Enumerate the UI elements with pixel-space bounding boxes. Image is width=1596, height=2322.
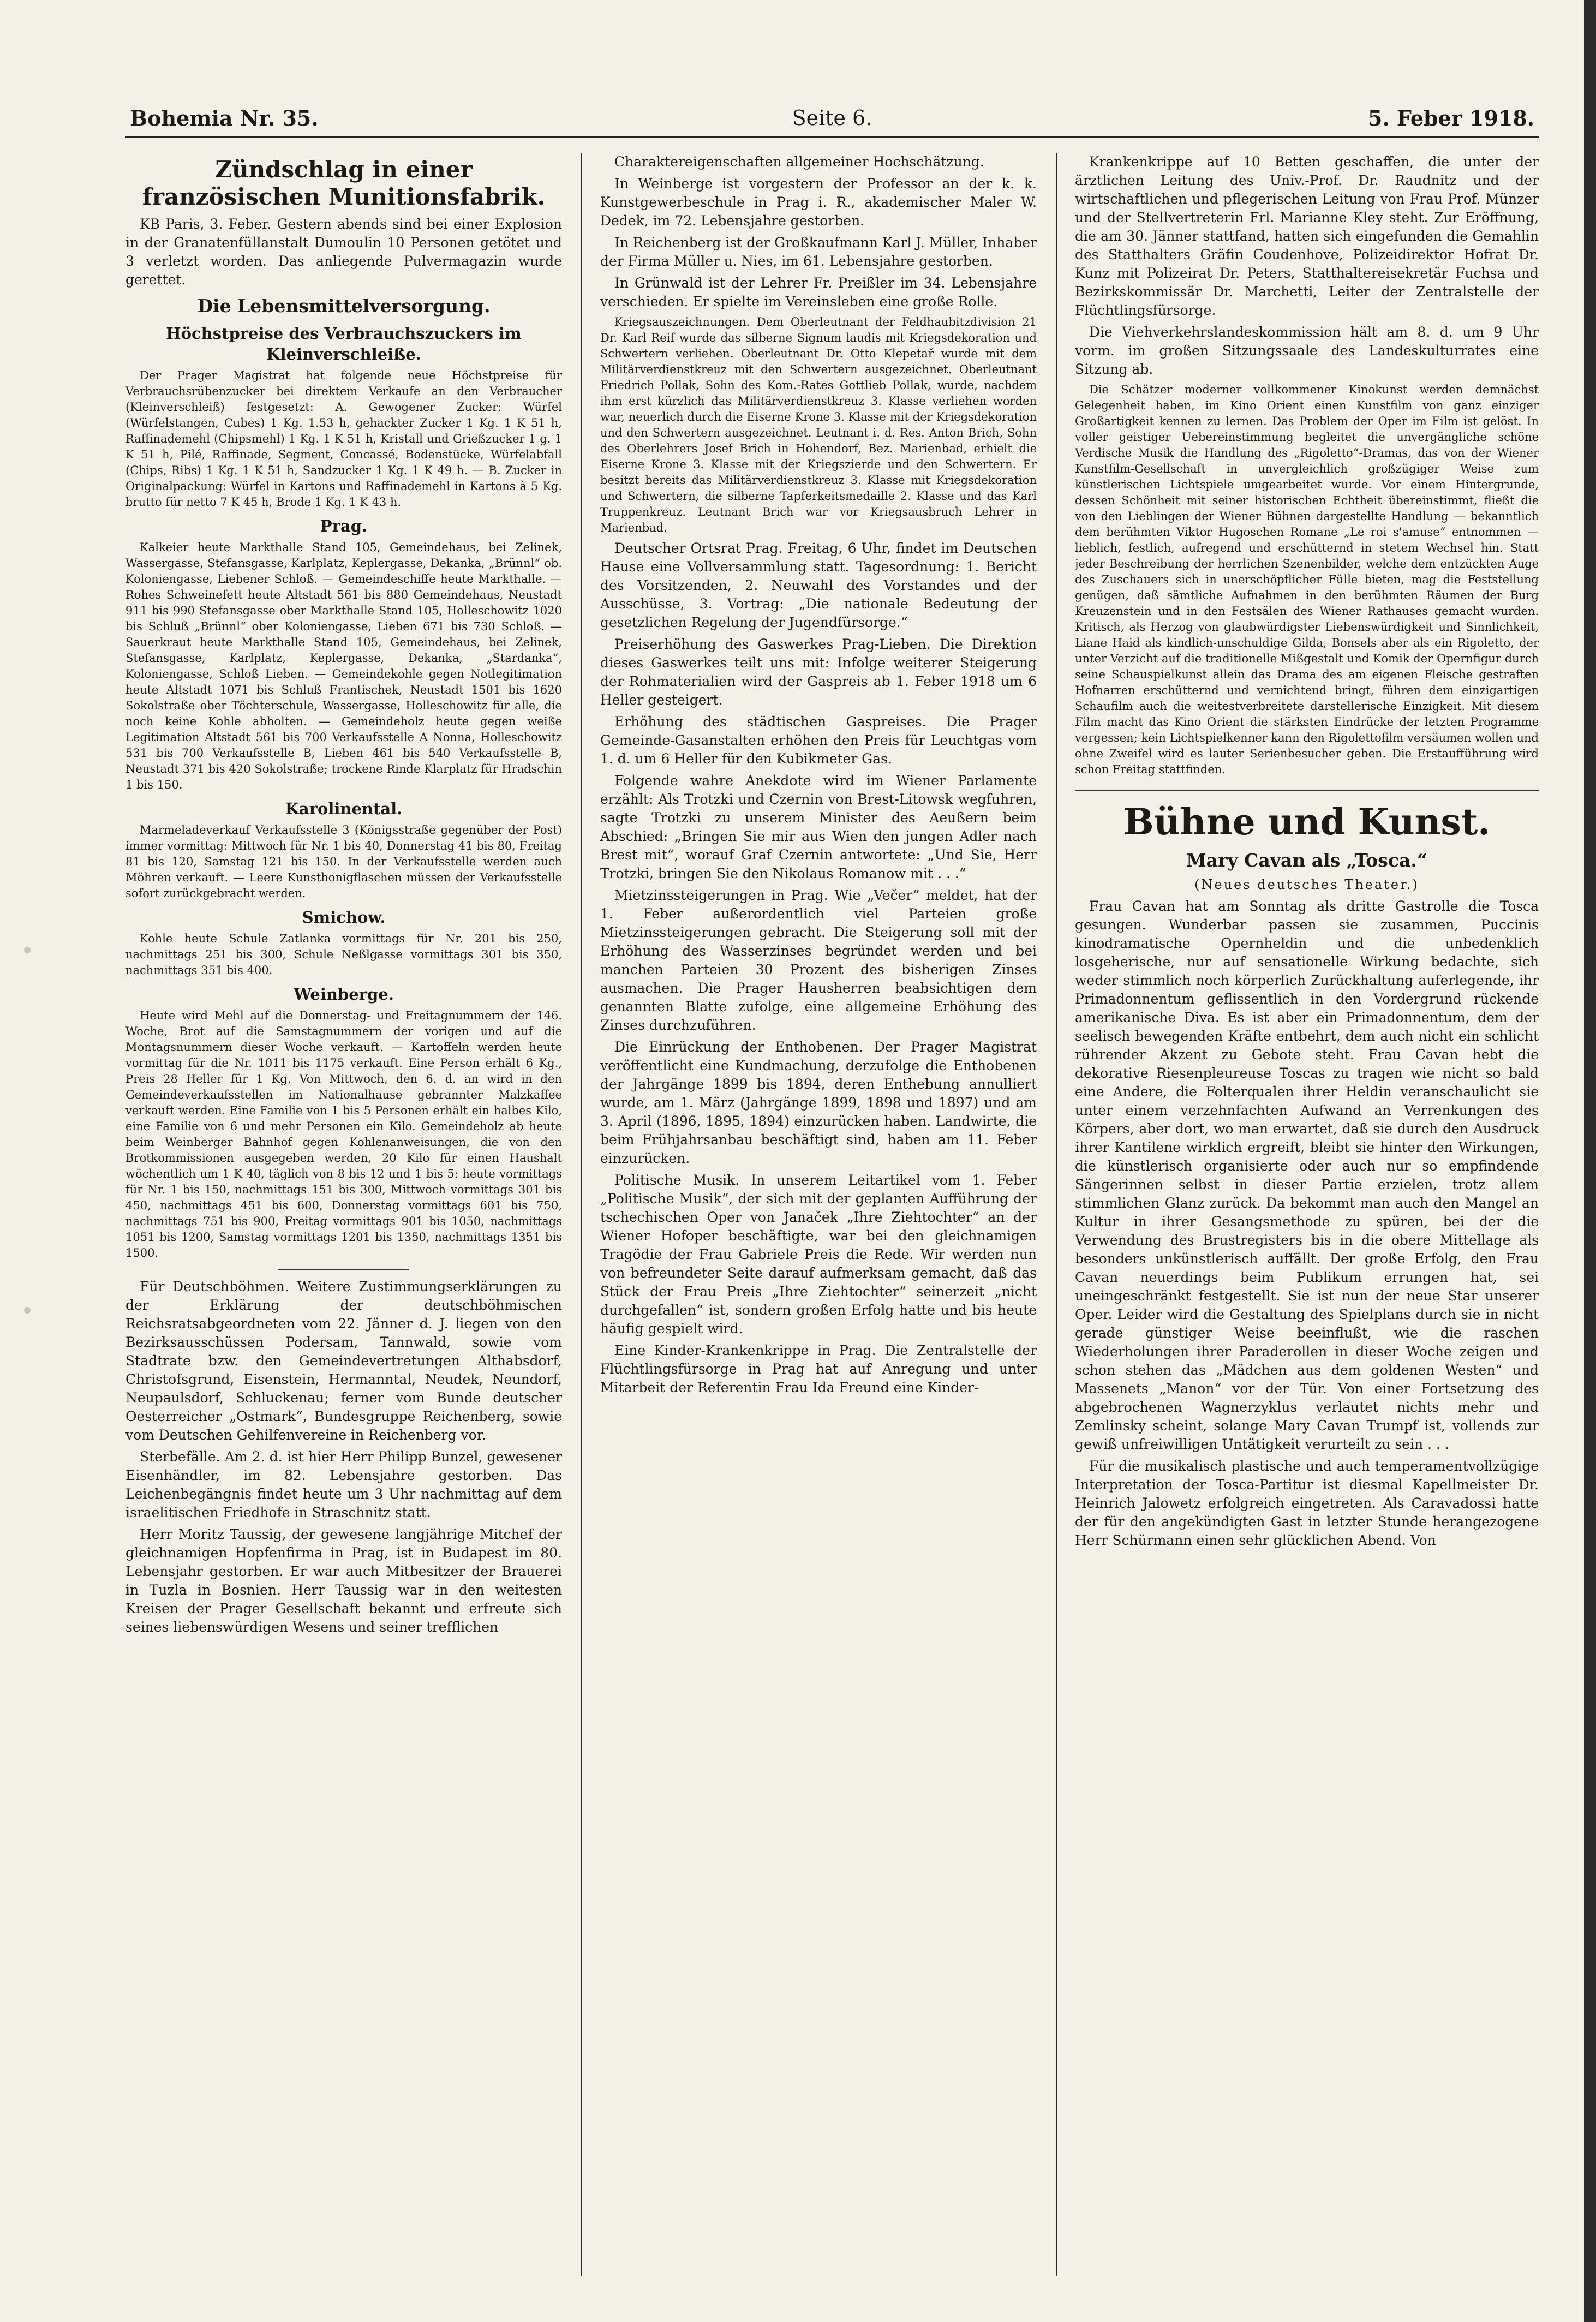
binding-hole [24, 1307, 31, 1314]
article-paragraph: Frau Cavan hat am Sonntag als dritte Gastrolle die Tosca gesungen. Wunderbar passen sie zusammen, Puccinis kinodramatische Opernheldin und die unbedenklich losgeherische, nur auf sensationelle Wirkung bedachte, sich weder stimmlich noch körperlich Zurückhaltung auferlegende, ihr Primadonnentum geflissentlich in den Vordergrund rückende amerikanische Diva. Es ist aber ein Primadonnentum, dem der seelisch bewegenden Kräfte entbehrt, dem auch nicht ein schlicht rührender Akzent zu Gebote steht. Frau Cavan hebt die dekorative Riesenpleureuse Toscas zu tragen wie nicht so bald eine Andere, die Folterqualen ihrer Heldin veranschaulicht sie unter einem verzehnfachten Aufwand an Verrenkungen des Körpers, aber dort, wo man erwartet, daß sie durch den Ausdruck ihrer Kantilene wirklich ergreift, bleibt sie hinter den Wirkungen, die künstlerisch organisierte oder auch nur so empfindende Sängerinnen selbst in dieser Partie erzielen, trotz allem stimmlichen Glanz zurück. Da bekommt man auch den Mangel an Kultur in ihrer Gesangsmethode zu spüren, bei der die Verwendung des Brustregisters bis in die obere Mittellage als besonders unkünstlerisch auffällt. Der große Erfolg, den Frau Cavan neuerdings beim Publikum errungen hat, sei uneingeschränkt festgestellt. Sie ist nun der neue Star unserer Oper. Leider wird die Gestaltung des Spielplans durch sie in nicht gerade günstiger Weise beeinflußt, wie die raschen Wiederholungen ihrer Paraderollen in dieser Woche zeigen und schon stehen das „Mädchen aus dem goldenen Westen“ und Massenets „Manon“ vor der Tür. Von einer Fortsetzung des abgebrochenen Wagnerzyklus verlautet nichts mehr und Zemlinsky scheint, solange Mary Cavan Trumpf ist, vollends zur gewiß unfreiwilligen Untätigkeit verurteilt zu sein . . . [1075, 898, 1539, 1452]
headline: Zündschlag in einer französischen Munitionsfabrik. [142, 156, 546, 210]
article-paragraph: Die Viehverkehrslandeskommission hält am 8. d. um 9 Uhr vorm. im großen Sitzungssaale des Landeskulturrates eine Sitzung ab. [1075, 324, 1539, 377]
article-paragraph: Mietzinssteigerungen in Prag. Wie „Večer“ meldet, hat der 1. Feber außerordentlich viel Parteien große Mietzinssteigerungen gebracht. Die Steigerung soll mit der Erhöhung des Wasserzinses begründet werden und bei manchen Parteien 30 Prozent des bisherigen Zinses ausmachen. Die Prager Hausherren beabsichtigen dem genannten Blatte zufolge, eine allgemeine Erhöhung des Zinses durchzuführen. [600, 887, 1037, 1033]
section-heading: Mary Cavan als „Tosca.“ [1186, 850, 1427, 871]
subheading: Prag. [320, 517, 368, 535]
article-paragraph: Krankenkrippe auf 10 Betten geschaffen, die unter der ärztlichen Leitung des Univ.-Prof. Dr. Raudnitz und der wirtschaftlichen und pflegerischen Leitung von Frau Prof. Münzer und der Stellvertreterin Frl. Marianne Kley steht. Zur Eröffnung, die am 30. Jänner stattfand, hatten sich eingefunden die Gemahlin des Statthalters Gräfin Coudenhove, Polizeidirektor Hofrat Dr. Kunz mit Polizeirat Dr. Peters, Statthaltereisekretär Fuchsa und Bezirkskommissär Dr. Marchetti, Leiter der Zentralstelle der Flüchtlingsfürsorge. [1075, 154, 1539, 318]
notice-paragraph: Die Schätzer moderner vollkommener Kinokunst werden demnächst Gelegenheit haben, im Kino Orient einen Kunstfilm von ganz einziger Großartigkeit kennen zu lernen. Das Problem der Oper im Film ist gelöst. In voller geistiger Uebereinstimmung begleitet die unvergängliche schöne Verdische Musik die Handlung des „Rigoletto“-Dramas, das von der Wiener Kunstfilm-Gesellschaft in unvergleichlich großzügiger Weise zum künstlerischen Lichtspiele umgearbeitet wurde. Vor einem Hintergrunde, dessen Schönheit mit seiner historischen Echtheit übereinstimmt, fließt die von den Lieblingen der Wiener Bühnen dargestellte Handlung — bekanntlich dem berühmten Viktor Hugoschen Romane „Le roi s'amuse“ entnommen — lieblich, festlich, aufregend und erschütternd in stetem Wechsel hin. Statt jeder Beschreibung der herrlichen Szenenbilder, welche dem entzückten Auge des Zuschauers sich in unerschöpflicher Fülle bieten, mag die Feststellung genügen, daß sämtliche Aufnahmen in den berühmten Räumen der Burg Kreuzenstein und in den Festsälen des Wiener Rathauses gemacht wurden. Kritisch, als Herzog von glaubwürdigster Liebenswürdigkeit und Sinnlichkeit, Liane Haid als kindlich-unschuldige Gilda, Bonsels aber als ein Rigoletto, der unter Verzicht auf die traditionelle Mißgestalt und Komik der Opernfigur durch seine Schauspielkunst allein das Drama des am eigenen Fleische gestraften Hofnarren erschütternd und vernichtend bringt, führen dem einzigartigen Schaufilm auch die weitestverbreitete darstellerische Einzigkeit. Mit diesem Film macht das Kino Orient die stärksten Eindrücke der letzten Programme vergessen; kein Lichtspielkenner kann den Rigolettofilm versäumen wollen und ohne Zweifel wird es lauter Serienbesucher geben. Die Erstaufführung wird schon Freitag stattfinden. [1075, 383, 1539, 776]
section-rule [278, 1269, 409, 1270]
notice-paragraph: Kohle heute Schule Zatlanka vormittags für Nr. 201 bis 250, nachmittags 251 bis 300, Schule Neßlgasse vormittags 301 bis 350, nachmittags 351 bis 400. [125, 932, 562, 977]
notice-paragraph: Der Prager Magistrat hat folgende neue Höchstpreise für Verbrauchsrübenzucker bei direktem Verkaufe an den Verbraucher (Kleinverschleiß) festgesetzt: A. Gewogener Zucker: Würfel (Würfelstangen, Cubes) 1 Kg. 1.53 h, gehackter Zucker 1 Kg. 1 K 51 h, Raffinademehl (Chipsmehl) 1 Kg. 1 K 51 h, Kristall und Grießzucker 1 g. 1 K 51 h, Pilé, Raffinade, Segment, Concassé, Bodenstücke, Würfelabfall (Chips, Ribs) 1 Kg. 1 K 51 h, Sandzucker 1 Kg. 1 K 49 h. — B. Zucker in Originalpackung: Würfel in Kartons und Raffinademehl in Kartons à 5 Kg. brutto für netto 7 K 45 h, Brode 1 Kg. 1 K 43 h. [125, 369, 562, 509]
column-divider [1056, 153, 1057, 2276]
page-edge-shadow [1584, 0, 1596, 2322]
issue-date: 5. Feber 1918. [1368, 106, 1534, 130]
article-paragraph: KB Paris, 3. Feber. Gestern abends sind bei einer Explosion in der Granatenfüllanstalt Dumoulin 10 Personen getötet und 3 verletzt worden. Das anliegende Pulvermagazin wurde gerettet. [125, 216, 562, 288]
column-middle [600, 153, 1037, 2276]
article-paragraph: Herr Moritz Taussig, der gewesene langjährige Mitchef der gleichnamigen Hopfenfirma in Prag, ist in Budapest im 80. Lebensjahr gestorben. Er war auch Mitbesitzer der Brauerei in Tuzla in Bosnien. Herr Taussig war in den weitesten Kreisen der Prager Gesellschaft bekannt und erfreute sich seines liebenswürdigen Wesens und seiner trefflichen [125, 1526, 562, 1635]
notice-paragraph: Kalkeier heute Markthalle Stand 105, Gemeindehaus, bei Zelinek, Wassergasse, Stefansgasse, Karlplatz, Keplergasse, Dekanka, „Brünnl“ ob. Koloniengasse, Liebener Schloß. — Gemeindeschiffe heute Markthalle. — Rohes Schweinefett heute Altstadt 561 bis 880 Gemeindehaus, Neustadt 911 bis 990 Stefansgasse ober Markthalle Stand 105, Holleschowitz 1020 bis Schluß „Brünnl“ ober Koloniengasse, Lieben 671 bis 730 Schloß. — Sauerkraut heute Markthalle Stand 105, Gemeindehaus, bei Zelinek, Stefansgasse, Karlplatz, Keplergasse, Dekanka, „Stardanka“, Koloniengasse, Schloß Lieben. — Gemeindekohle gegen Notlegitimation heute Altstadt 1071 bis Schluß Frantischek, Neustadt 1501 bis 1620 Sokolstraße ober Töchterschule, Wassergasse, Holleschowitz für alle, die noch keine Kohle abholten. — Gemeindeholz heute gegen weiße Legitimation Altstadt 561 bis 700 Verkaufsstelle A Nonna, Holleschowitz 531 bis 700 Verkaufsstelle B, Lieben 461 bis 540 Verkaufsstelle B, Neustadt 371 bis 420 Sokolstraße; trockene Rinde Klarplatz für Hradschin 1 bis 150. [125, 541, 562, 791]
page-header [125, 98, 1539, 138]
article-paragraph: Die Einrückung der Enthobenen. Der Prager Magistrat veröffentlicht eine Kundmachung, derzufolge die Enthobenen der Jahrgänge 1899 bis 1894, deren Enthebung annulliert wurde, am 1. März (Jahrgänge 1899, 1898 und 1897) und am 3. April (1896, 1895, 1894) einzurücken haben. Landwirte, die beim Frühjahrsanbau beschäftigt sind, haben am 11. Feber einzurücken. [600, 1039, 1037, 1166]
article-paragraph: Deutscher Ortsrat Prag. Freitag, 6 Uhr, findet im Deutschen Hause eine Vollversammlung statt. Tagesordnung: 1. Bericht des Vorsitzenden, 2. Neuwahl des Vorstandes und der Ausschüsse, 3. Vortrag: „Die nationale Bedeutung der gesetzlichen Regelung der Jugendfürsorge.“ [600, 540, 1037, 630]
article-paragraph: In Weinberge ist vorgestern der Professor an der k. k. Kunstgewerbeschule in Prag i. R., akademischer Maler W. Dedek, im 72. Lebensjahre gestorben. [600, 176, 1037, 229]
subheading: Karolinental. [285, 799, 403, 818]
column-divider [581, 153, 582, 2276]
article-paragraph: Erhöhung des städtischen Gaspreises. Die Prager Gemeinde-Gasanstalten erhöhen den Preis für Leuchtgas vom 1. d. um 6 Heller für den Kubikmeter Gas. [600, 714, 1037, 767]
subtitle: (Neues deutsches Theater.) [1194, 877, 1419, 892]
section-title: Bühne und Kunst. [1075, 790, 1539, 844]
section-heading: Die Lebensmittelversorgung. [197, 295, 491, 317]
article-paragraph: In Reichenberg ist der Großkaufmann Karl J. Müller, Inhaber der Firma Müller u. Nies, im 61. Lebensjahre gestorben. [600, 235, 1037, 269]
subheading: Weinberge. [294, 985, 394, 1004]
page-number: Seite 6. [792, 106, 872, 130]
article-paragraph: Sterbefälle. Am 2. d. ist hier Herr Philipp Bunzel, gewesener Eisenhändler, im 82. Lebensjahre gestorben. Das Leichenbegängnis findet heute um 3 Uhr nachmittag auf dem israelitischen Friedhofe in Straschnitz statt. [125, 1449, 562, 1520]
newspaper-page [125, 98, 1539, 2276]
article-paragraph: In Grünwald ist der Lehrer Fr. Preißler im 34. Lebensjahre verschieden. Er spielte im Vereinsleben eine große Rolle. [600, 275, 1037, 309]
article-paragraph: Für die musikalisch plastische und auch temperamentvollzügige Interpretation der Tosca-Partitur ist diesmal Kapellmeister Dr. Heinrich Jalowetz erfolgreich eingetreten. Als Caravadossi hatte der für den angekündigten Gast in letzter Stunde herangezogene Herr Schürmann einen sehr glücklichen Abend. Von [1075, 1458, 1539, 1548]
binding-hole [24, 947, 31, 953]
article-paragraph: Folgende wahre Anekdote wird im Wiener Parlamente erzählt: Als Trotzki und Czernin von Brest-Litowsk wegfuhren, sagte Trotzki zu unserem Minister des Aeußern beim Abschied: „Bringen Sie mir aus Wien den jungen Adler nach Brest mit“, worauf Graf Czernin antwortete: „Und Sie, Herr Trotzki, bringen Sie den Nikolaus Romanow mit . . .“ [600, 773, 1037, 881]
notice-paragraph: Heute wird Mehl auf die Donnerstag- und Freitagnummern der 146. Woche, Brot auf die Samstagnummern der vorigen und auf die Montagsnummern dieser Woche verkauft. — Kartoffeln werden heute vormittag für die Nr. 1011 bis 1175 verkauft. Eine Person erhält 6 Kg., Preis 28 Heller für 1 Kg. Von Mittwoch, den 6. d. an wird in den Gemeindeverkaufsstellen im Nationalhause gebrannter Malzkaffee verkauft werden. Eine Familie von 1 bis 5 Personen erhält ein halbes Kilo, eine Familie von 6 und mehr Personen ein Kilo. Gemeindeholz ab heute beim Weinberger Bahnhof gegen Kohlenanweisungen, die von den Brotkommissionen ausgegeben werden, 20 Kilo für einen Haushalt wöchentlich um 1 K 40, täglich von 8 bis 12 und 1 bis 5: heute vormittags für Nr. 1 bis 150, nachmittags 151 bis 300, Mittwoch vormittags 301 bis 450, nachmittags 451 bis 600, Donnerstag vormittags 601 bis 750, nachmittags 751 bis 900, Freitag vormittags 901 bis 1050, nachmittags 1051 bis 1200, Samstag vormittags 1201 bis 1350, nachmittags 1351 bis 1500. [125, 1009, 562, 1260]
article-paragraph: Politische Musik. In unserem Leitartikel vom 1. Feber „Politische Musik“, der sich mit der geplanten Aufführung der tschechischen Oper von Janaček „Ihre Ziehtochter“ an der Wiener Hofoper beschäftigte, war bei den gleichnamigen Tragödie der Frau Gabriele Preis die Rede. Wir werden nun von befreundeter Seite darauf aufmerksam gemacht, daß das Stück der Frau Preis „Ihre Ziehtochter“ seinerzeit „nicht durchgefallen“ ist, sondern großen Erfolg hatte und bis heute häufig gespielt wird. [600, 1172, 1037, 1336]
notice-paragraph: Kriegsauszeichnungen. Dem Oberleutnant der Feldhaubitzdivision 21 Dr. Karl Reif wurde das silberne Signum laudis mit Kriegsdekoration und Schwertern verliehen. Oberleutnant Dr. Otto Klepetař wurde mit dem Militärverdienstkreuz mit den Schwertern ausgezeichnet. Oberleutnant Friedrich Pollak, Sohn des Kom.-Rates Gottlieb Pollak, wurde, nachdem ihm erst kürzlich das Militärverdienstkreuz 3. Klasse verliehen worden war, neuerlich durch die Eiserne Krone 3. Klasse mit der Kriegsdekoration und den Schwertern ausgezeichnet. Leutnant i. d. Res. Anton Brich, Sohn des Oberlehrers Josef Brich in Hohendorf, Bez. Marienbad, erhielt die Eiserne Krone 3. Klasse mit der Kriegszierde und den Schwertern. Er besitzt bereits das Militärverdienstkreuz 3. Klasse mit Kriegsdekoration und Schwertern, die silberne Tapferkeitsmedaille 2. Klasse und das Karl Truppenkreuz. Leutnant Brich war vor Kriegsausbruch Lehrer in Marienbad. [600, 315, 1037, 534]
subheading: Smichow. [302, 908, 386, 927]
masthead-issue: Bohemia Nr. 35. [130, 106, 319, 130]
column-left [125, 153, 562, 2276]
article-paragraph: Für Deutschböhmen. Weitere Zustimmungserklärungen zu der Erklärung der deutschböhmischen Reichsratsabgeordneten vom 22. Jänner d. J. liegen von den Bezirksausschüssen Podersam, Tannwald, sowie vom Stadtrate bzw. den Gemeindevertretungen Althabsdorf, Christofsgrund, Eisenstein, Hermanntal, Neudek, Neundorf, Neupaulsdorf, Schluckenau; ferner vom Bunde deutscher Oesterreicher „Ostmark“, Bundesgruppe Reichenberg, sowie vom Deutschen Gehilfenvereine in Reichenberg vor. [125, 1279, 562, 1443]
subheading: Höchstpreise des Verbrauchszuckers im Kleinverschleiße. [166, 324, 522, 363]
article-paragraph: Charaktereigenschaften allgemeiner Hochschätzung. [614, 154, 984, 170]
article-paragraph: Eine Kinder-Krankenkrippe in Prag. Die Zentralstelle der Flüchtlingsfürsorge in Prag hat auf Anregung und unter Mitarbeit der Referentin Frau Ida Freund eine Kinder- [600, 1342, 1037, 1395]
article-paragraph: Preiserhöhung des Gaswerkes Prag-Lieben. Die Direktion dieses Gaswerkes teilt uns mit: Infolge weiterer Steigerung der Rohmaterialien wird der Gaspreis ab 1. Feber 1918 um 6 Heller gesteigert. [600, 636, 1037, 708]
column-right [1075, 153, 1539, 2276]
notice-paragraph: Marmeladeverkauf Verkaufsstelle 3 (Königsstraße gegenüber der Post) immer vormittag: Mittwoch für Nr. 1 bis 40, Donnerstag 41 bis 80, Freitag 81 bis 120, Samstag 121 bis 150. In der Verkaufsstelle werden auch Möhren verkauft. — Leere Kunsthonigflaschen müssen der Verkaufsstelle sofort zurückgebracht werden. [125, 823, 562, 900]
